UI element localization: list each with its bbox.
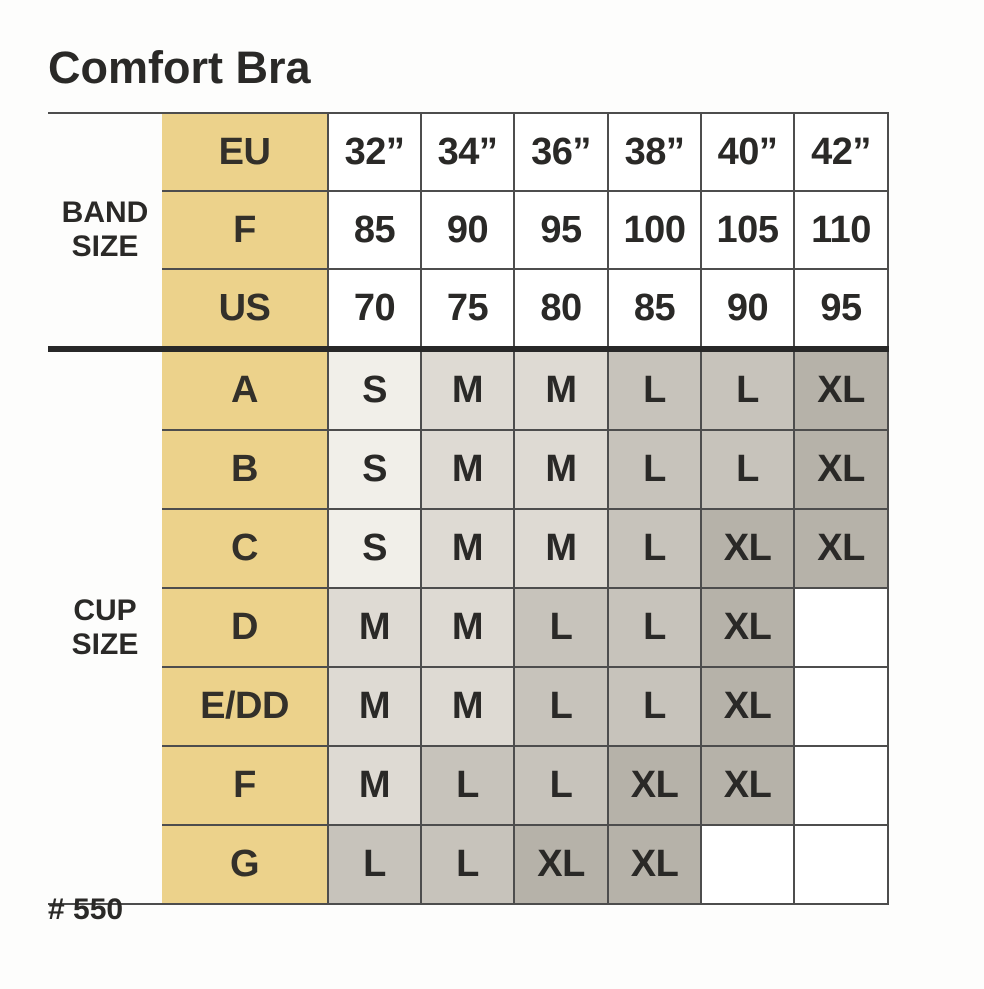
row-label: US (162, 269, 328, 349)
band-value-cell: 80 (514, 269, 608, 349)
empty-cell (794, 746, 888, 825)
band-value-cell: 40” (701, 113, 794, 191)
empty-cell (794, 825, 888, 904)
table-row (48, 113, 888, 191)
band-value-cell: 85 (328, 191, 421, 269)
band-value-cell: 38” (608, 113, 701, 191)
size-cell: M (514, 509, 608, 588)
row-label: E/DD (162, 667, 328, 746)
size-cell: XL (794, 509, 888, 588)
size-cell: XL (608, 825, 701, 904)
empty-cell (794, 588, 888, 667)
size-cell: L (514, 746, 608, 825)
size-cell: L (514, 667, 608, 746)
size-cell: S (328, 349, 421, 430)
empty-cell (701, 825, 794, 904)
row-label: A (162, 349, 328, 430)
band-value-cell: 105 (701, 191, 794, 269)
row-label: D (162, 588, 328, 667)
size-cell: M (328, 746, 421, 825)
size-cell: XL (794, 430, 888, 509)
band-value-cell: 100 (608, 191, 701, 269)
size-cell: S (328, 430, 421, 509)
size-cell: L (421, 746, 514, 825)
band-value-cell: 42” (794, 113, 888, 191)
table-row (48, 825, 888, 904)
size-cell: L (608, 509, 701, 588)
table-row (48, 746, 888, 825)
band-value-cell: 32” (328, 113, 421, 191)
row-label: B (162, 430, 328, 509)
band-value-cell: 95 (794, 269, 888, 349)
size-cell: L (608, 430, 701, 509)
size-cell: L (701, 430, 794, 509)
size-cell: S (328, 509, 421, 588)
page-title: Comfort Bra (48, 42, 311, 93)
size-cell: XL (608, 746, 701, 825)
size-table-body (48, 113, 888, 904)
size-cell: L (514, 588, 608, 667)
size-cell: M (514, 430, 608, 509)
section-label: BAND SIZE (48, 113, 162, 349)
size-cell: M (421, 667, 514, 746)
size-cell: XL (794, 349, 888, 430)
table-row (48, 509, 888, 588)
size-cell: XL (701, 509, 794, 588)
section-label: CUP SIZE (48, 349, 162, 904)
size-cell: M (421, 430, 514, 509)
size-cell: L (608, 588, 701, 667)
size-cell: L (701, 349, 794, 430)
size-cell: XL (701, 667, 794, 746)
size-cell: M (421, 588, 514, 667)
size-cell: L (328, 825, 421, 904)
band-value-cell: 95 (514, 191, 608, 269)
band-value-cell: 75 (421, 269, 514, 349)
band-value-cell: 70 (328, 269, 421, 349)
row-label: C (162, 509, 328, 588)
size-cell: M (421, 509, 514, 588)
band-value-cell: 85 (608, 269, 701, 349)
band-value-cell: 90 (421, 191, 514, 269)
table-row (48, 667, 888, 746)
row-label: G (162, 825, 328, 904)
size-chart-table (48, 112, 889, 905)
table-row (48, 588, 888, 667)
size-cell: M (328, 588, 421, 667)
size-cell: M (421, 349, 514, 430)
band-value-cell: 110 (794, 191, 888, 269)
row-label: EU (162, 113, 328, 191)
row-label: F (162, 746, 328, 825)
band-value-cell: 90 (701, 269, 794, 349)
row-label: F (162, 191, 328, 269)
style-number: # 550 (48, 893, 124, 926)
size-cell: XL (514, 825, 608, 904)
size-cell: XL (701, 746, 794, 825)
table-row (48, 191, 888, 269)
band-value-cell: 36” (514, 113, 608, 191)
table-row (48, 349, 888, 430)
size-cell: XL (701, 588, 794, 667)
size-cell: L (608, 667, 701, 746)
band-value-cell: 34” (421, 113, 514, 191)
empty-cell (794, 667, 888, 746)
size-cell: L (608, 349, 701, 430)
size-cell: M (514, 349, 608, 430)
table-row (48, 430, 888, 509)
table-row (48, 269, 888, 349)
size-cell: L (421, 825, 514, 904)
size-cell: M (328, 667, 421, 746)
